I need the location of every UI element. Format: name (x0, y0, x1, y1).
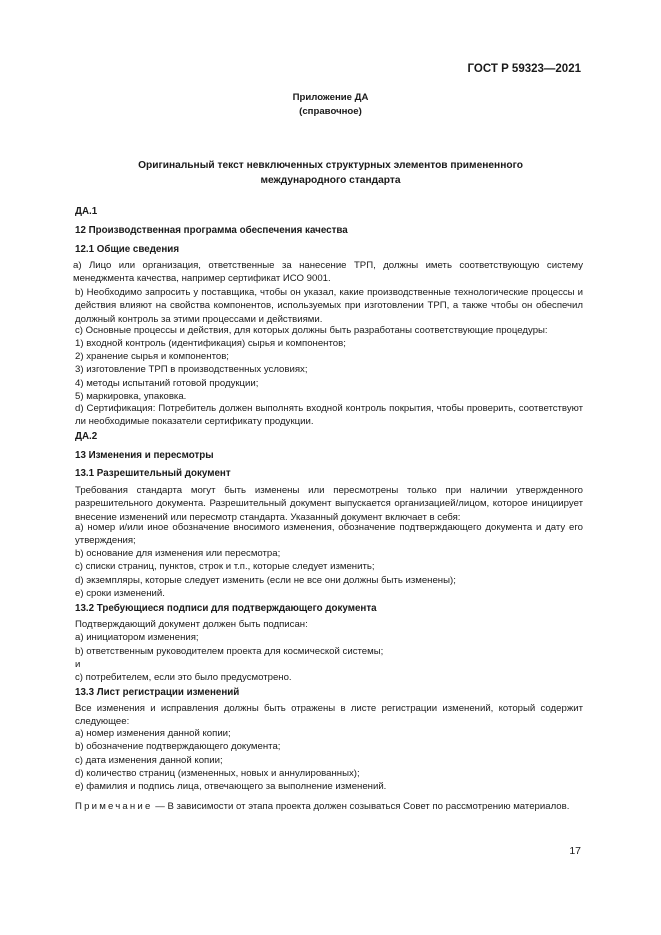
paragraph-text: a) номер и/или иное обозначение вносимого изменения, обозначение подтверждающего документа и дату его утверждения; (75, 522, 583, 547)
paragraph-13-1-intro (75, 484, 583, 524)
list-item: a) номер изменения данной копии; (75, 728, 231, 739)
note-text: — В зависимости от этапа проекта должен созываться Совет по рассмотрению материалов. (152, 801, 570, 812)
paragraph-text: Все изменения и исправления должны быть отражены в листе регистрации изменений, который содержит следующее: (75, 703, 583, 728)
list-item: e) сроки изменений. (75, 587, 165, 599)
paragraph-text: b) Необходимо запросить у поставщика, чтобы он указал, какие производственные технологические процессы и действия влияют на свойства компонентов, используемых при изготовлении ТРП, а также чтобы он обеспечил должный контроль за этими процессами и действиями. (75, 287, 583, 325)
list-12-1-c (75, 337, 346, 403)
main-title-line2: международного стандарта (260, 175, 401, 186)
list-13-3 (75, 727, 386, 793)
paragraph-12-1-b (75, 286, 583, 326)
list-item: 3) изготовление ТРП в производственных условиях; (75, 364, 308, 376)
subsection-heading-13-3: 13.3 Лист регистрации изменений (75, 687, 240, 698)
paragraph-13-3-intro (75, 702, 583, 729)
list-item: 2) хранение сырья и компонентов; (75, 351, 229, 363)
paragraph-13-2-intro: Подтверждающий документ должен быть подписан: (75, 619, 308, 630)
paragraph-text: Требования стандарта могут быть изменены или пересмотрены только при наличии утвержденного разрешительного документа. Разрешительный документ выпускается организацией/лицом, которое инициирует внесение изменений или пересмотр стандарта. Указанный документ включает в себя: (75, 485, 583, 523)
paragraph-12-1-c (75, 324, 583, 337)
annex-subtitle: (справочное) (299, 106, 362, 117)
list-item: d) количество страниц (измененных, новых и аннулированных); (75, 767, 360, 779)
subsection-heading-13-2: 13.2 Требующиеся подписи для подтверждающего документа (75, 603, 377, 614)
paragraph-text: d) Сертификация: Потребитель должен выполнять входной контроль покрытия, чтобы проверить, соответствуют ли необходимые показатели сертификату продукции. (75, 403, 583, 428)
paragraph-13-1-a (75, 521, 583, 548)
list-item: d) экземпляры, которые следует изменить (если не все они должны быть изменены); (75, 574, 456, 586)
paragraph-12-1-d (75, 402, 583, 429)
paragraph-text: а) Лицо или организация, ответственные за нанесение ТРП, должны иметь соответствующую систему менеджмента качества, например сертификат ИСО 9001. (73, 260, 583, 285)
main-title-line1: Оригинальный текст невключенных структурных элементов примененного (138, 160, 523, 171)
conjunction: и (75, 658, 81, 670)
list-item: c) потребителем, если это было предусмотрено. (75, 672, 292, 684)
list-item: 5) маркировка, упаковка. (75, 390, 187, 402)
list-item: a) инициатором изменения; (75, 632, 199, 644)
section-heading-13: 13 Изменения и пересмотры (75, 450, 214, 461)
subsection-heading-12-1: 12.1 Общие сведения (75, 244, 180, 255)
paragraph-12-1-a (75, 259, 583, 286)
section-label-da1: ДА.1 (75, 206, 98, 217)
list-item: b) ответственным руководителем проекта для космической системы; (75, 645, 384, 657)
list-item: b) основание для изменения или пересмотра; (75, 548, 281, 559)
list-item: 1) входной контроль (идентификация) сырья и компонентов; (75, 338, 346, 349)
paragraph-text: c) Основные процессы и действия, для которых должны быть разработаны соответствующие процедуры: (75, 325, 548, 336)
note-label: Примечание (75, 801, 153, 812)
list-item: b) обозначение подтверждающего документа; (75, 741, 281, 753)
page-number: 17 (569, 845, 581, 857)
standard-designation: ГОСТ Р 59323—2021 (467, 63, 581, 75)
section-label-da2: ДА.2 (75, 431, 98, 442)
annex-title: Приложение ДА (292, 92, 369, 103)
list-13-1 (75, 547, 456, 600)
list-item: 4) методы испытаний готовой продукции; (75, 377, 259, 389)
list-13-2 (75, 618, 383, 684)
list-item: c) дата изменения данной копии; (75, 754, 223, 766)
note (75, 801, 569, 812)
subsection-heading-13-1: 13.1 Разрешительный документ (75, 468, 231, 479)
section-heading-12: 12 Производственная программа обеспечения качества (75, 225, 348, 236)
list-item: e) фамилия и подпись лица, отвечающего за выполнение изменений. (75, 781, 387, 793)
list-item: c) списки страниц, пунктов, строк и т.п., которые следует изменить; (75, 561, 375, 573)
